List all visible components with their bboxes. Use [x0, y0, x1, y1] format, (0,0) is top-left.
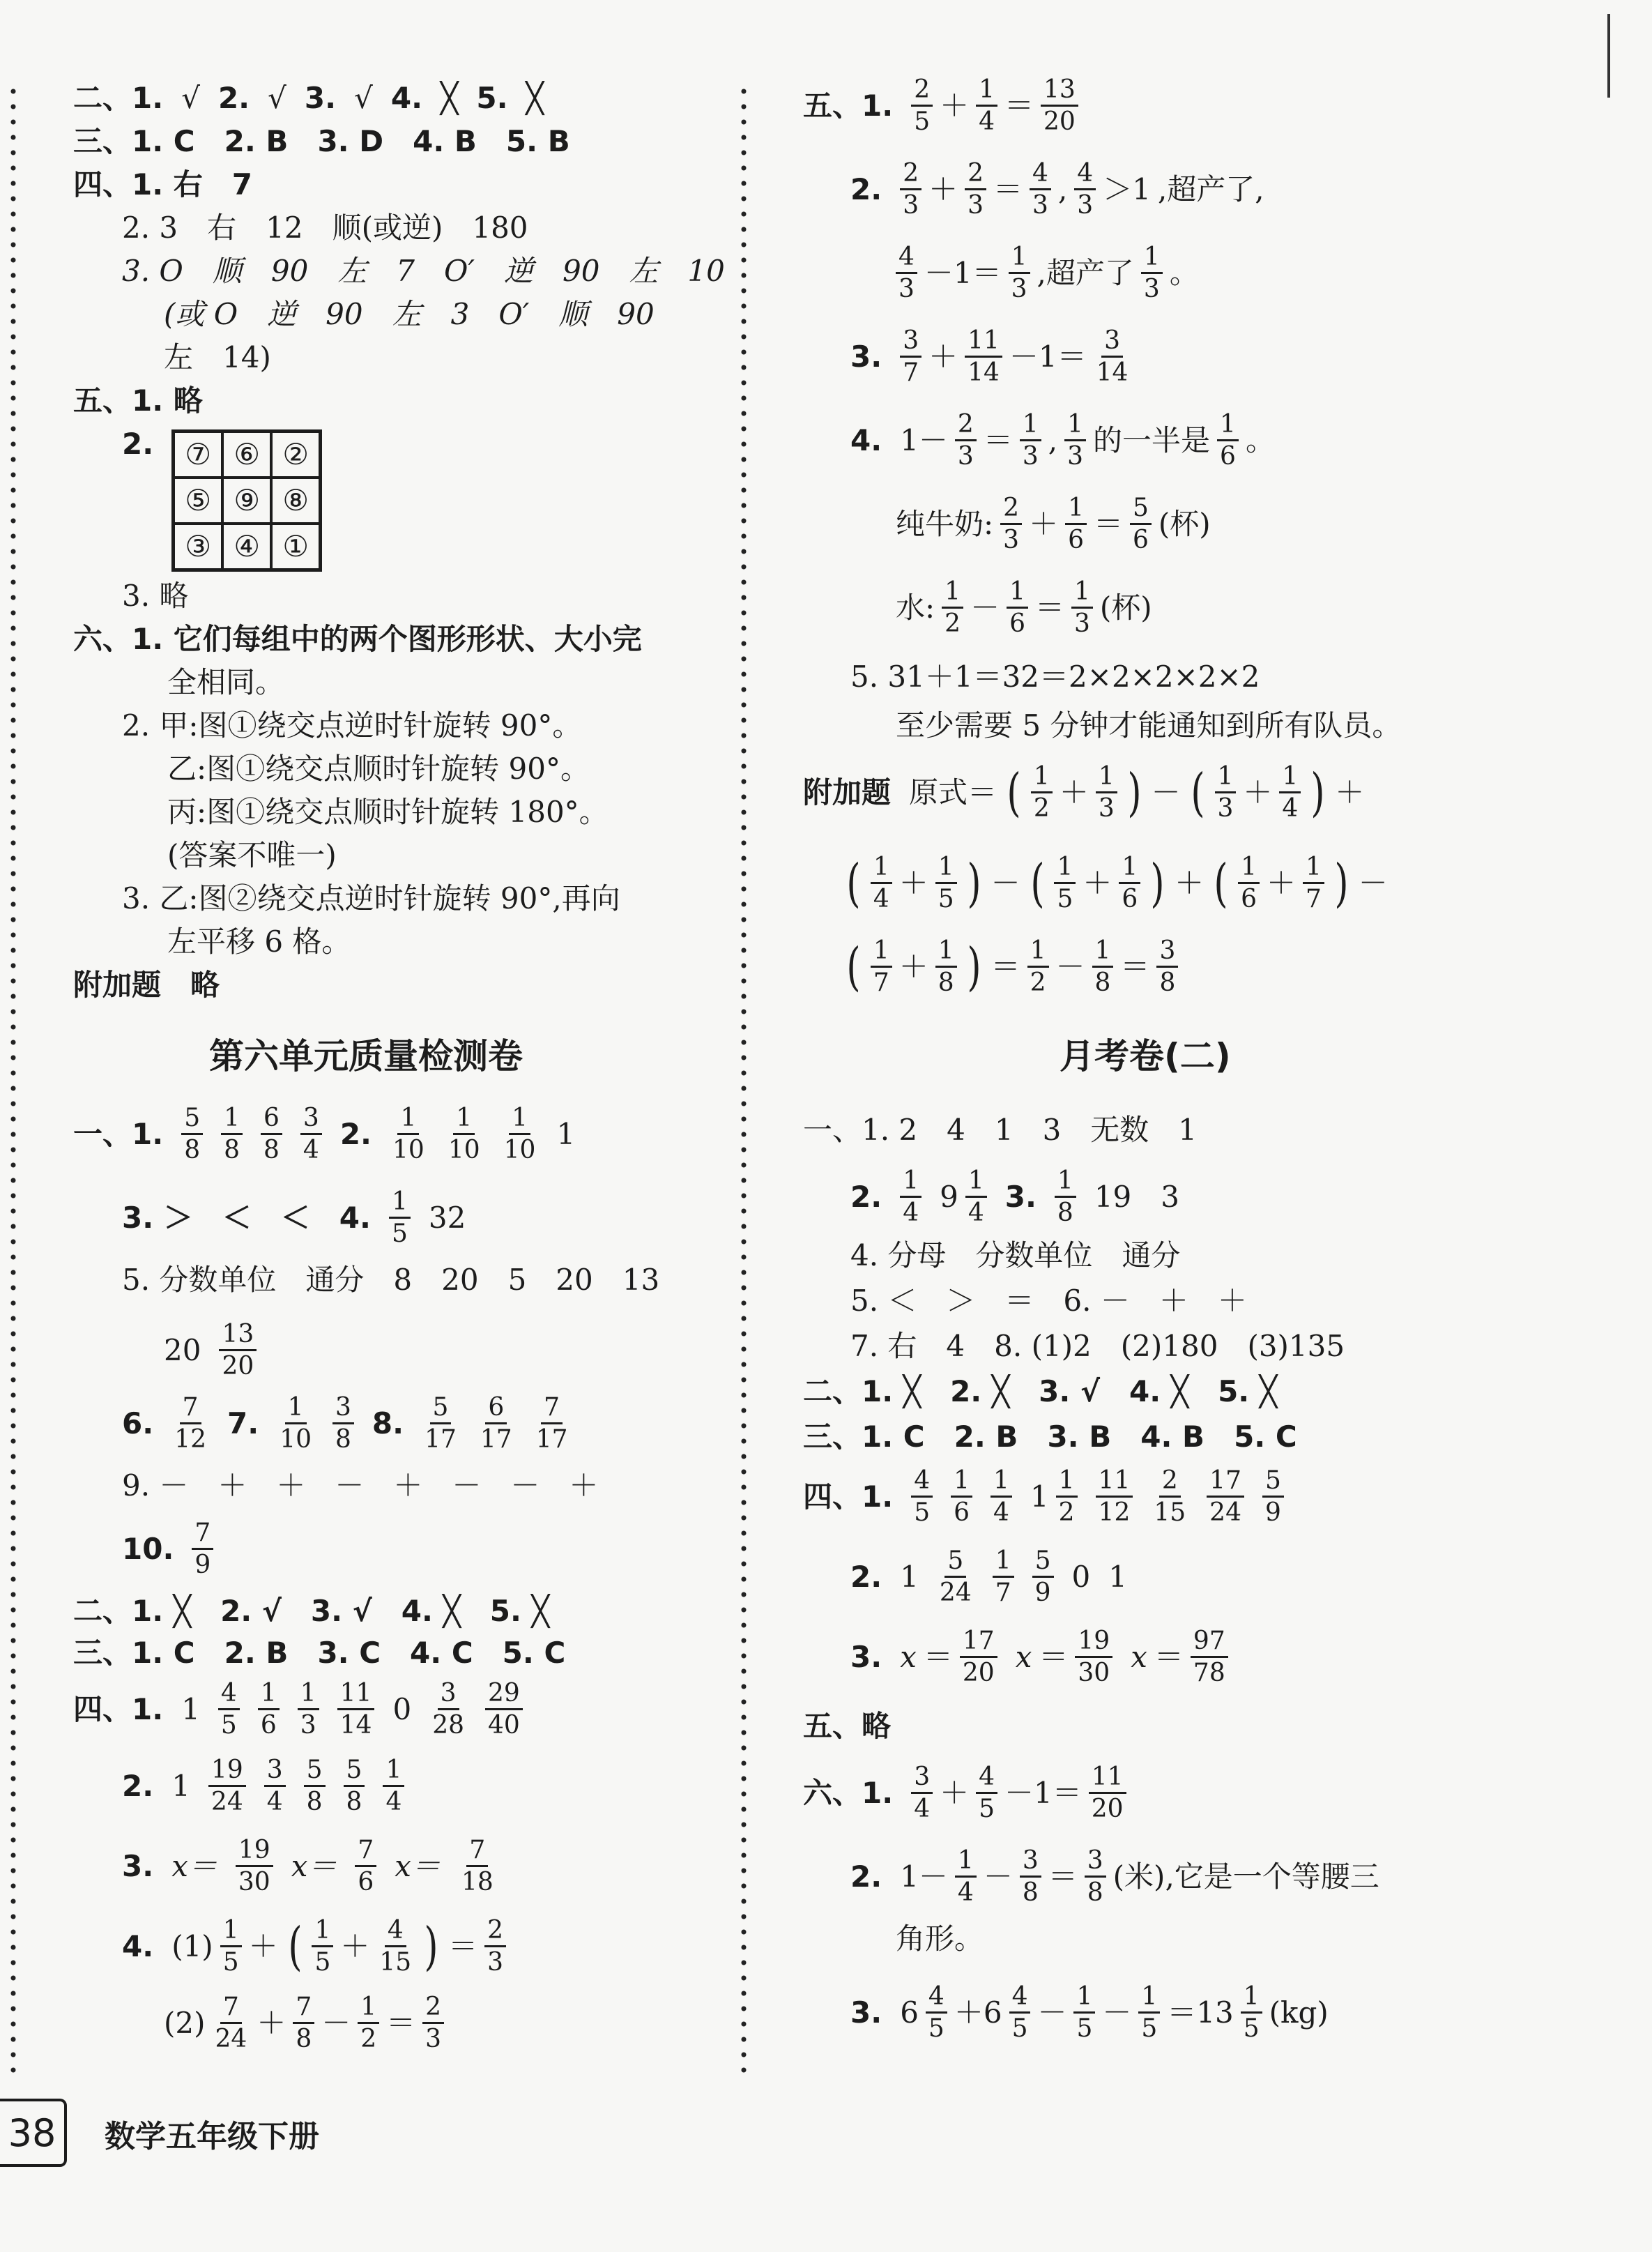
answer-line — [843, 938, 1178, 996]
equation: 水: $\frac{1}{2}$ － $\frac{1}{6}$ ＝ $\frac{1}{3}$ (杯) — [896, 577, 1152, 638]
grid-cell: ⑨ — [222, 478, 271, 524]
fraction: $\frac{6}{17}$ — [480, 1393, 512, 1454]
fraction: $\frac{1}{8}$ — [1055, 1168, 1076, 1226]
answer-line — [164, 1994, 444, 2053]
fraction: $\frac{1}{8}$ — [221, 1105, 243, 1164]
fraction: $\frac{1}{10}$ — [280, 1393, 312, 1454]
answer-line: 至少需要 5 分钟才能通知到所有队员。 — [896, 708, 1402, 743]
fraction: $\frac{1}{6}$ — [258, 1680, 280, 1739]
answer-line: 附加题 略 — [73, 968, 220, 1002]
answer-line: 左平移 6 格。 — [167, 925, 351, 959]
answer-line: 一、1. 2 4 1 3 无数 1 — [803, 1113, 1198, 1147]
number-grid — [171, 429, 322, 572]
answer-line: 4. 1－ $\frac{2}{3}$ ＝ $\frac{1}{3}$ , $\frac{1}{3}$ 的一半是 $\frac{1}{6}$ 。 — [850, 410, 1275, 471]
answer-line: 四、1. 1 $\frac{4}{5}$ $\frac{1}{6}$ $\frac{1}{3}$ $\frac{11}{14}$ 0 $\frac{3}{28}$ $\frac{29}{40}$ — [73, 1680, 523, 1739]
answer-line: 全相同。 — [167, 665, 285, 699]
answer-line — [896, 579, 1152, 637]
binding-dots-middle — [740, 84, 747, 2078]
equation: 1－ $\frac{2}{3}$ ＝ $\frac{1}{3}$ , $\frac{1}{3}$ 的一半是 $\frac{1}{6}$ 。 — [900, 410, 1275, 471]
grid-cell: ③ — [174, 524, 222, 570]
answer-line: 3. 6 $\frac{4}{5}$ ＋6 $\frac{4}{5}$ － $\frac{1}{5}$ － $\frac{1}{5}$ ＝13 $\frac{1}{5}$ (kg) — [850, 1982, 1329, 2043]
equation: 原式＝ ( $\frac{1}{2}$ ＋ $\frac{1}{3}$ ) － ( $\frac{1}{3}$ ＋ $\frac{1}{4}$ ) ＋ — [909, 762, 1365, 823]
fraction: $\frac{1}{10}$ — [503, 1104, 536, 1164]
fraction: $\frac{1}{3}$ — [298, 1680, 319, 1739]
fraction: $\frac{11}{14}$ — [337, 1680, 375, 1739]
fraction: $\frac{29}{40}$ — [485, 1680, 523, 1739]
answer-line: 二、1. ╳ 2. ╳ 3. √ 4. ╳ 5. ╳ — [803, 1374, 1278, 1408]
fraction: $\frac{6}{8}$ — [261, 1105, 282, 1164]
answer-line: 三、1. C 2. B 3. C 4. C 5. C — [73, 1636, 566, 1670]
equation: $\frac{2}{3}$ ＋ $\frac{2}{3}$ ＝ $\frac{4}{3}$ , $\frac{4}{3}$ ＞1 ,超产了, — [900, 160, 1264, 219]
answer-line: 4. (1) $\frac{1}{5}$ ＋ ( $\frac{1}{5}$ ＋ $\frac{4}{15}$ ) ＝ $\frac{2}{3}$ — [122, 1917, 506, 1976]
answer-line: 3. O 顺 90 左 7 O′ 逆 90 左 10 — [122, 254, 725, 288]
page-edge-mark — [1607, 14, 1610, 98]
fraction: $\frac{5}{8}$ — [181, 1105, 203, 1164]
answer-line: 5. 分数单位 通分 8 20 5 20 13 — [122, 1263, 660, 1297]
fraction: $\frac{3}{4}$ — [300, 1105, 322, 1164]
answer-line: 3. 乙:图②绕交点逆时针旋转 90°,再向 — [122, 881, 620, 915]
fraction: $\frac{7}{17}$ — [535, 1393, 568, 1454]
answer-line: 3. ＞ ＜ ＜ 4. $\frac{1}{5}$ 32 — [122, 1187, 466, 1248]
answer-line: (或 O 逆 90 左 3 O′ 顺 90 — [164, 297, 655, 331]
answer-line: 二、1. √ 2. √ 3. √ 4. ╳ 5. ╳ — [73, 81, 544, 115]
answer-line: 2. 3 右 12 顺(或逆) 180 — [122, 211, 528, 245]
equation: 1－ $\frac{1}{4}$ － $\frac{3}{8}$ ＝ $\frac{3}{8}$ (米),它是一个等腰三 — [900, 1846, 1379, 1907]
answer-line: 7. 右 4 8. (1)2 (2)180 (3)135 — [850, 1329, 1345, 1363]
equation: $\frac{3}{4}$ ＋ $\frac{4}{5}$ －1＝ $\frac{11}{20}$ — [911, 1764, 1126, 1823]
fraction: $\frac{5}{8}$ — [344, 1757, 365, 1816]
answer-line: 五、1. 略 — [73, 383, 203, 418]
answer-line: 5. ＜ ＞ ＝ 6. － ＋ ＋ — [850, 1284, 1247, 1318]
answer-line — [896, 244, 1199, 303]
fraction: $\frac{3}{28}$ — [432, 1679, 464, 1740]
equation: 纯牛奶: $\frac{2}{3}$ ＋ $\frac{1}{6}$ ＝ $\frac{5}{6}$ (杯) — [896, 494, 1211, 554]
answer-line: 2. 1 $\frac{5}{24}$ $\frac{1}{7}$ $\frac{5}{9}$ 0 1 — [850, 1546, 1128, 1607]
page-number: 38 — [0, 2099, 67, 2167]
equation: $\frac{4}{3}$ －1＝ $\frac{1}{3}$ ,超产了 $\frac{1}{3}$ 。 — [896, 244, 1199, 303]
equation: ( $\frac{1}{4}$ ＋ $\frac{1}{5}$ ) － ( $\frac{1}{5}$ ＋ $\frac{1}{6}$ ) ＋ ( $\frac{1}{6}$ ＋ $\frac{1}{7}$ ) － — [846, 853, 1388, 913]
answer-line: 5. 31＋1＝32＝2×2×2×2×2 — [850, 660, 1260, 694]
grid-cell: ① — [271, 524, 320, 570]
fraction: $\frac{19}{24}$ — [208, 1757, 246, 1816]
answer-line: 4. 分母 分数单位 通分 — [850, 1238, 1181, 1272]
equation: ( $\frac{1}{7}$ ＋ $\frac{1}{8}$ ) ＝ $\frac{1}{2}$ － $\frac{1}{8}$ ＝ $\frac{3}{8}$ — [843, 938, 1178, 996]
fraction: $\frac{1}{4}$ — [900, 1168, 921, 1226]
grid-cell: ④ — [222, 524, 271, 570]
answer-line: 角形。 — [896, 1922, 984, 1956]
fraction: $\frac{7}{12}$ — [174, 1393, 206, 1454]
answer-line: 2. $\frac{1}{4}$ 9 $\frac{1}{4}$ 3. $\frac{1}{8}$ 19 3 — [850, 1166, 1179, 1227]
fraction: $\frac{4}{5}$ — [218, 1680, 240, 1739]
answer-line: 2. 1 $\frac{19}{24}$ $\frac{3}{4}$ $\frac{5}{8}$ $\frac{5}{8}$ $\frac{1}{4}$ — [122, 1757, 404, 1816]
answer-line: 四、1. 右 7 — [73, 167, 253, 201]
answer-line: 3. 略 — [122, 579, 189, 613]
answer-line: 左 14) — [164, 340, 271, 374]
fraction: $\frac{7}{18}$ — [461, 1836, 494, 1896]
book-title: 数学五年级下册 — [105, 2119, 319, 2154]
answer-line: 三、1. C 2. B 3. D 4. B 5. B — [73, 124, 570, 158]
equation: (1) $\frac{1}{5}$ ＋ ( $\frac{1}{5}$ ＋ $\frac{4}{15}$ ) ＝ $\frac{2}{3}$ — [171, 1917, 506, 1976]
answer-line: 3. $\frac{3}{7}$ ＋ $\frac{11}{14}$ －1＝ $\frac{3}{14}$ — [850, 328, 1131, 386]
fraction: $\frac{5}{8}$ — [304, 1757, 326, 1816]
answer-line: 附加题 原式＝ ( $\frac{1}{2}$ ＋ $\frac{1}{3}$ ) － ( $\frac{1}{3}$ ＋ $\frac{1}{4}$ ) ＋ — [803, 762, 1365, 823]
answer-line: (答案不唯一) — [167, 838, 337, 872]
binding-dots-left — [10, 84, 17, 2078]
answer-line: 20 $\frac{13}{20}$ — [164, 1321, 257, 1380]
fraction: $\frac{7}{6}$ — [355, 1837, 376, 1896]
answer-line: 10. $\frac{7}{9}$ — [122, 1520, 213, 1578]
answer-line: 五、略 — [803, 1709, 892, 1743]
section-heading: 月考卷(二) — [1060, 1036, 1231, 1076]
fraction: $\frac{13}{20}$ — [219, 1321, 257, 1380]
answer-line: 乙:图①绕交点顺时针旋转 90°。 — [167, 752, 590, 786]
answer-line: 二、1. ╳ 2. √ 3. √ 4. ╳ 5. ╳ — [73, 1594, 549, 1628]
fraction: $\frac{1}{10}$ — [392, 1104, 425, 1164]
fraction: $\frac{3}{4}$ — [264, 1757, 286, 1816]
fraction: $\frac{1}{4}$ — [383, 1757, 404, 1816]
answer-line — [843, 854, 1388, 913]
grid-cell: ⑧ — [271, 478, 320, 524]
answer-line: 2. 甲:图①绕交点逆时针旋转 90°。 — [122, 708, 582, 743]
fraction: $\frac{19}{30}$ — [236, 1837, 273, 1896]
fraction: $\frac{7}{9}$ — [192, 1520, 213, 1578]
answer-line: 6. $\frac{7}{12}$ 7. $\frac{1}{10}$ $\frac{3}{8}$ 8. $\frac{5}{17}$ $\frac{6}{17}$ $\frac{7}{17}$ — [122, 1394, 571, 1453]
fraction: $\frac{1}{5}$ — [389, 1189, 411, 1247]
equation: (2) $\frac{7}{24}$ ＋ $\frac{7}{8}$ － $\frac{1}{2}$ ＝ $\frac{2}{3}$ — [164, 1994, 444, 2053]
answer-line: 六、1. $\frac{3}{4}$ ＋ $\frac{4}{5}$ －1＝ $\frac{11}{20}$ — [803, 1764, 1126, 1823]
grid-cell: ② — [271, 432, 320, 478]
grid-cell: ⑦ — [174, 432, 222, 478]
answer-line: 四、1. $\frac{4}{5}$ $\frac{1}{6}$ $\frac{1}{4}$ 1 $\frac{1}{2}$ $\frac{11}{12}$ $\frac{2}{15}$ $\frac{17}{24}$ $\frac{5}{9}$ — [803, 1468, 1284, 1526]
answer-line: 3. x ＝ $\frac{17}{20}$ x ＝ $\frac{19}{30}$ x ＝ $\frac{97}{78}$ — [850, 1628, 1228, 1687]
answer-line: 2. $\frac{2}{3}$ ＋ $\frac{2}{3}$ ＝ $\frac{4}{3}$ , $\frac{4}{3}$ ＞1 ,超产了, — [850, 159, 1264, 220]
answer-line: 五、1. $\frac{2}{5}$ ＋ $\frac{1}{4}$ ＝ $\frac{13}{20}$ — [803, 77, 1078, 135]
answer-line: 六、1. 它们每组中的两个图形形状、大小完 — [73, 622, 642, 656]
section-heading: 第六单元质量检测卷 — [209, 1036, 523, 1076]
grid-answer: 2. ⑦ ⑥ ② ⑤ ⑨ ⑧ ③ ④ ① — [122, 429, 322, 572]
answer-line: 一、1. $\frac{5}{8}$ $\frac{1}{8}$ $\frac{6}{8}$ $\frac{3}{4}$ 2. $\frac{1}{10}$ $\frac{1}{10}$ $\frac{1}{10}$ 1 — [73, 1104, 576, 1164]
fraction: $\frac{5}{17}$ — [425, 1393, 457, 1454]
answer-line: 3. x＝ $\frac{19}{30}$ x＝ $\frac{7}{6}$ x＝ $\frac{7}{18}$ — [122, 1837, 496, 1896]
equation: $\frac{2}{5}$ ＋ $\frac{1}{4}$ ＝ $\frac{13}{20}$ — [911, 77, 1078, 135]
grid-cell: ⑥ — [222, 432, 271, 478]
fraction: $\frac{3}{8}$ — [332, 1394, 354, 1453]
fraction: $\frac{1}{10}$ — [448, 1104, 480, 1164]
equation: 6 $\frac{4}{5}$ ＋6 $\frac{4}{5}$ － $\frac{1}{5}$ － $\frac{1}{5}$ ＝13 $\frac{1}{5}$ (kg) — [900, 1982, 1329, 2043]
answer-line: 9. － ＋ ＋ － ＋ － － ＋ — [122, 1468, 599, 1502]
grid-cell: ⑤ — [174, 478, 222, 524]
answer-line — [896, 495, 1211, 554]
equation: $\frac{3}{7}$ ＋ $\frac{11}{14}$ －1＝ $\frac{3}{14}$ — [900, 328, 1131, 386]
answer-line: 2. 1－ $\frac{1}{4}$ － $\frac{3}{8}$ ＝ $\frac{3}{8}$ (米),它是一个等腰三 — [850, 1846, 1379, 1907]
answer-line: 丙:图①绕交点顺时针旋转 180°。 — [167, 795, 609, 829]
answer-line: 三、1. C 2. B 3. B 4. B 5. C — [803, 1420, 1297, 1454]
